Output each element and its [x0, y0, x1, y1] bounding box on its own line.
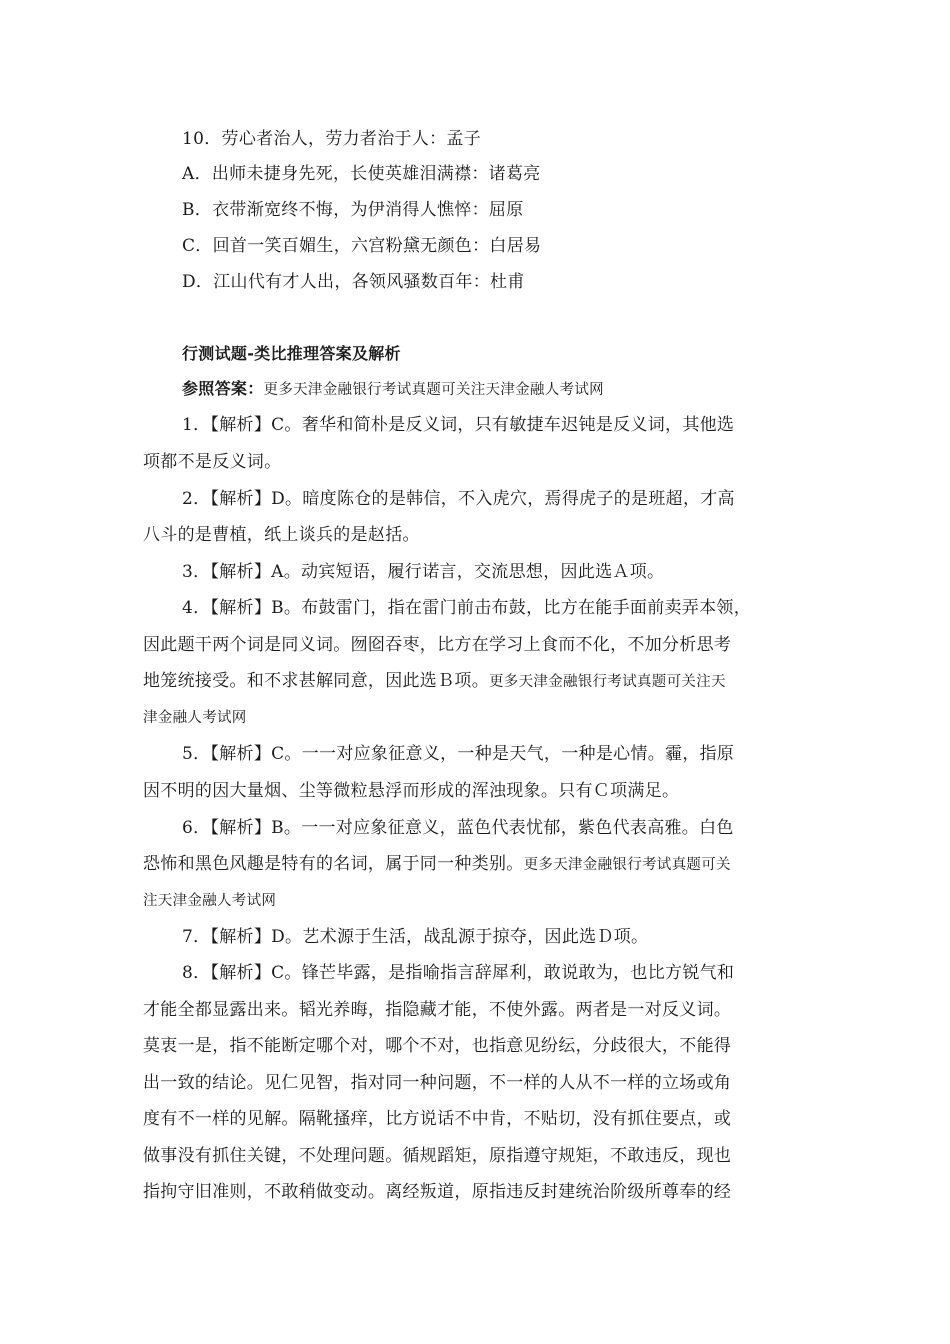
option-b: B．衣带渐宽终不悔，为伊消得人憔悴：屈原 — [182, 200, 524, 220]
section-title: 行测试题-类比推理答案及解析 — [182, 344, 401, 363]
answer-4-line-3 — [143, 670, 726, 693]
answer-6-note-1: 更多天津金融银行考试真题可关 — [523, 857, 731, 873]
reference-site: 天津金融人考试网 — [485, 382, 604, 398]
answer-7-line-1: 7．【解析】D。艺术源于生活，战乱源于掠夺，因此选Ｄ项。 — [182, 927, 649, 947]
answer-5-line-1: 5．【解析】C。一一对应象征意义，一种是天气，一种是心情。霾，指原 — [182, 744, 735, 764]
answer-2-line-2: 八斗的是曹植，纸上谈兵的是赵括。 — [143, 525, 420, 545]
reference-note: 更多天津金融银行考试真题可关注 — [263, 382, 486, 398]
answer-4-note-2: 津金融人考试网 — [143, 710, 247, 726]
answer-6-line-2 — [143, 853, 731, 876]
answer-8-line-1: 8．【解析】C。锋芒毕露，是指喻指言辞犀利，敢说敢为，也比方锐气和 — [182, 963, 735, 983]
option-d: D．江山代有才人出，各领风骚数百年：杜甫 — [182, 272, 525, 292]
answer-8-line-2: 才能全都显露出来。韬光养晦，指隐藏才能，不使外露。两者是一对反义词。 — [143, 1000, 732, 1020]
answer-8-line-6: 做事没有抓住关键，不处理问题。循规蹈矩，原指遵守规矩，不敢违反，现也 — [143, 1146, 732, 1166]
answer-8-line-3: 莫衷一是，指不能断定哪个对，哪个不对，也指意见纷纭，分歧很大，不能得 — [143, 1036, 732, 1056]
option-a: A．出师未捷身先死，长使英雄泪满襟：诸葛亮 — [182, 164, 541, 184]
answer-8-line-5: 度有不一样的见解。隔靴搔痒，比方说话不中肯，不贴切，没有抓住要点，或 — [143, 1109, 732, 1129]
reference-line — [182, 378, 604, 401]
answer-5-line-2: 因不明的因大量烟、尘等微粒悬浮而形成的浑浊现象。只有Ｃ项满足。 — [143, 781, 680, 801]
answer-1-line-2: 项都不是反义词。 — [143, 452, 282, 472]
answer-3-line-1: 3．【解析】A。动宾短语，履行诺言，交流思想，因此选Ａ项。 — [182, 562, 665, 582]
answer-6-line-2-text: 恐怖和黑色风趣是特有的名词，属于同一种类别。 — [143, 854, 524, 874]
answer-4-line-1: 4．【解析】B。布鼓雷门，指在雷门前击布鼓，比方在能手面前卖弄本领， — [182, 598, 752, 618]
answer-6-line-1: 6．【解析】B。一一对应象征意义，蓝色代表忧郁，紫色代表高雅。白色 — [182, 818, 734, 838]
answer-2-line-1: 2．【解析】D。暗度陈仓的是韩信，不入虎穴，焉得虎子的是班超，才高 — [182, 489, 735, 509]
answer-4-line-2: 因此题干两个词是同义词。囫囵吞枣，比方在学习上食而不化，不加分析思考 — [143, 635, 732, 655]
answer-1-line-1: 1．【解析】C。奢华和简朴是反义词，只有敏捷车迟钝是反义词，其他选 — [182, 415, 735, 435]
option-c: C．回首一笑百媚生，六宫粉黛无颜色：白居易 — [182, 236, 542, 256]
answer-8-line-4: 出一致的结论。见仁见智，指对同一种问题，不一样的人从不一样的立场或角 — [143, 1073, 732, 1093]
answer-8-line-7: 指拘守旧准则，不敢稍做变动。离经叛道，原指违反封建统治阶级所尊奉的经 — [143, 1182, 732, 1202]
answer-4-line-3-text: 地笼统接受。和不求甚解同意，因此选Ｂ项。 — [143, 671, 489, 691]
answer-6-note-2: 注天津金融人考试网 — [143, 893, 277, 909]
answer-4-note-1: 更多天津金融银行考试真题可关注天 — [489, 674, 726, 690]
question-stem: 10．劳心者治人，劳力者治于人：孟子 — [182, 129, 482, 149]
reference-label: 参照答案： — [182, 379, 264, 398]
